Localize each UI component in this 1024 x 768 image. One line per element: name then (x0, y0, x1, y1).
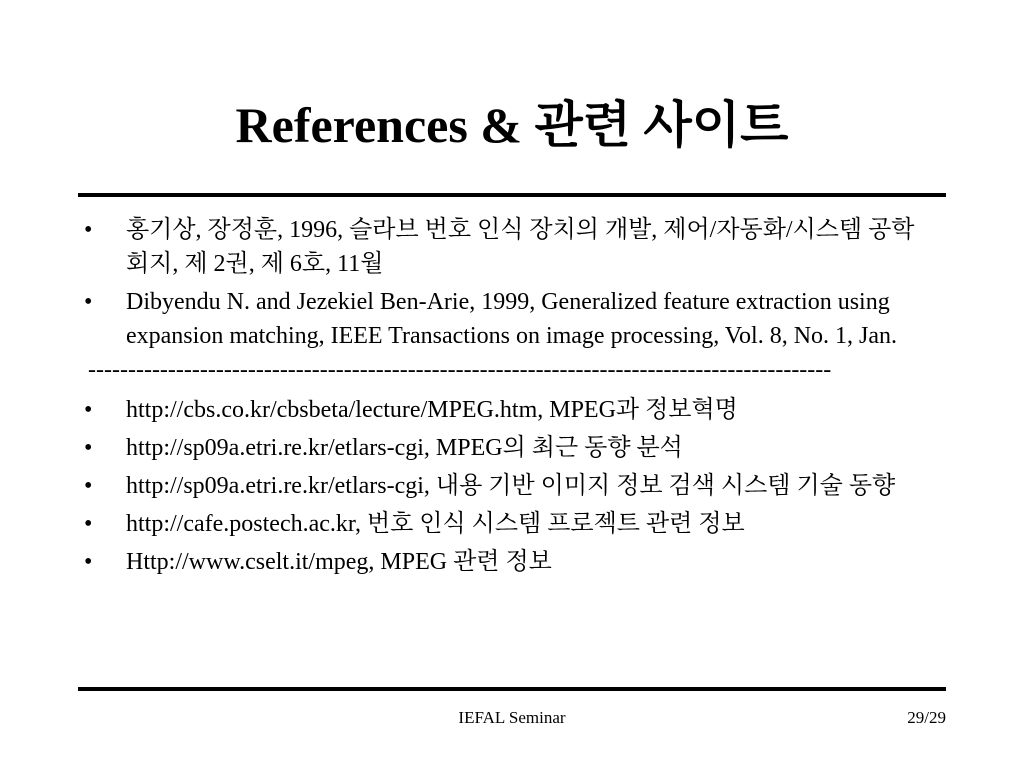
related-sites-list (78, 393, 946, 579)
reference-item (78, 285, 934, 353)
reference-text: Dibyendu N. and Jezekiel Ben-Arie, 1999, Generalized feature extraction using expansion matching, IEEE Transactions on image processing, Vol. 8, No. 1, Jan. (126, 289, 898, 349)
footer-title: IEFAL Seminar (458, 708, 566, 727)
bullet-icon: • (84, 549, 93, 575)
bullet-icon: • (84, 435, 93, 461)
site-item (78, 469, 934, 503)
site-item (78, 393, 934, 427)
reference-text: 홍기상, 장정훈, 1996, 슬라브 번호 인식 장치의 개발, 제어/자동화/시스템 공학회지, 제 2권, 제 6호, 11월 (126, 217, 915, 277)
reference-item (78, 213, 934, 281)
bullet-icon: • (84, 397, 93, 423)
page-number: 29/29 (907, 708, 946, 727)
site-text: Http://www.cselt.it/mpeg, MPEG 관련 정보 (126, 549, 552, 575)
slide-title: References & 관련 사이트 (235, 97, 789, 153)
bullet-icon: • (84, 289, 93, 315)
footer-divider (78, 687, 946, 691)
bullet-icon: • (84, 473, 93, 499)
bullet-icon: • (84, 217, 93, 243)
dashed-separator: --------------------------------------------------------------------------------------------- (88, 357, 832, 383)
site-item (78, 545, 934, 579)
site-text: http://cafe.postech.ac.kr, 번호 인식 시스템 프로젝트 관련 정보 (126, 511, 745, 537)
title-divider (78, 193, 946, 197)
site-item (78, 507, 934, 541)
site-text: http://sp09a.etri.re.kr/etlars-cgi, 내용 기반 이미지 정보 검색 시스템 기술 동향 (126, 473, 896, 499)
site-text: http://cbs.co.kr/cbsbeta/lecture/MPEG.htm, MPEG과 정보혁명 (126, 397, 738, 423)
site-text: http://sp09a.etri.re.kr/etlars-cgi, MPEG의 최근 동향 분석 (126, 435, 683, 461)
site-item (78, 431, 934, 465)
slide-content (78, 213, 946, 579)
bullet-icon: • (84, 511, 93, 537)
